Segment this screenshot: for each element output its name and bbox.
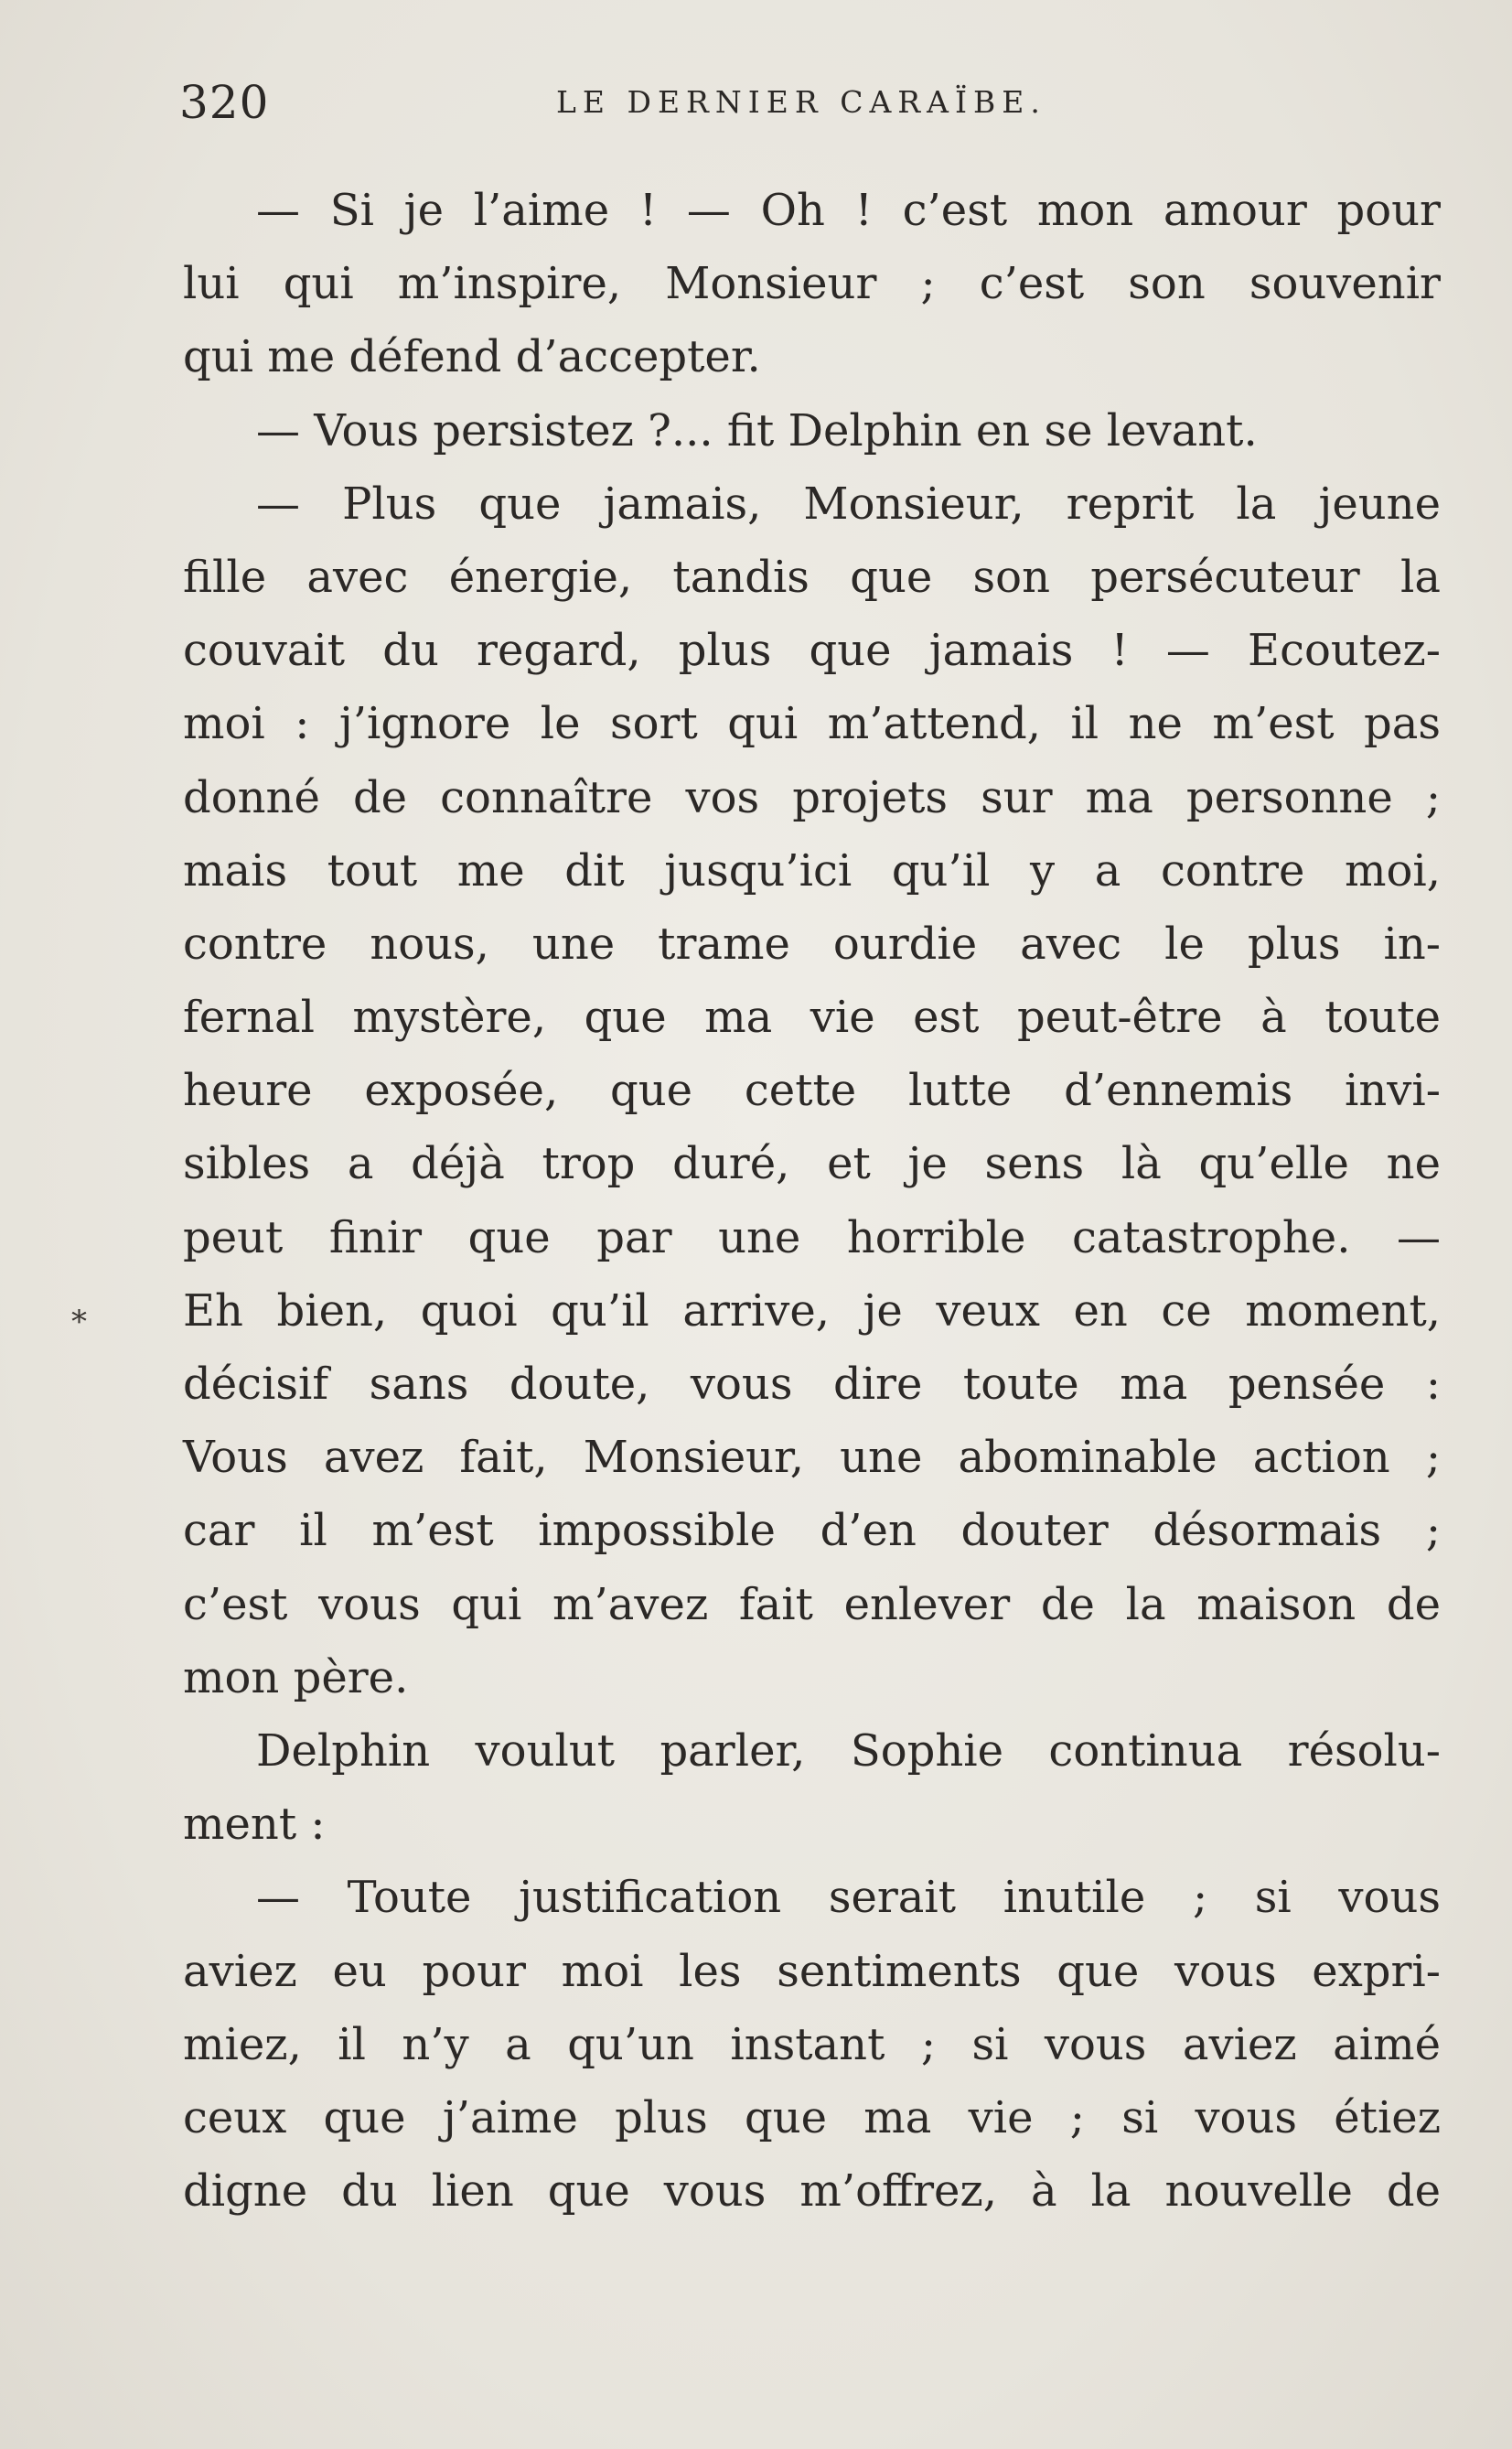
text-line: Delphin voulut parler, Sophie continua résolu- [256,1724,1441,1777]
text-line: qui me défend d’accepter. [183,331,761,383]
text-line: fille avec énergie, tandis que son persécuteur la [183,551,1441,603]
text-line: décisif sans doute, vous dire toute ma pensée : [183,1359,1441,1410]
text-line: digne du lien que vous m’offrez, à la nouvelle de [183,2165,1441,2218]
text-line: lui qui m’inspire, Monsieur ; c’est son souvenir [183,258,1441,310]
text-line: couvait du regard, plus que jamais ! — Ecoutez- [183,625,1441,677]
text-line: Eh bien, quoi qu’il arrive, je veux en ce moment, [183,1284,1441,1337]
text-line: mon père. [183,1651,409,1703]
text-line: — Si je l’aime ! — Oh ! c’est mon amour pour [256,185,1441,236]
text-line: c’est vous qui m’avez fait enlever de la maison de [183,1578,1441,1630]
text-line: aviez eu pour moi les sentiments que vous expri- [183,1945,1441,1997]
text-line: peut finir que par une horrible catastrophe. — [183,1211,1441,1263]
text-line: miez, il n’y a qu’un instant ; si vous aviez aimé [183,2018,1441,2070]
text-line: — Plus que jamais, Monsieur, reprit la jeune [256,478,1441,530]
text-line: heure exposée, que cette lutte d’ennemis invi- [183,1065,1441,1117]
text-line: moi : j’ignore le sort qui m’attend, il ne m’est pas [183,698,1441,750]
text-line: fernal mystère, que ma vie est peut-être à toute [183,992,1441,1044]
text-line: donné de connaître vos projets sur ma personne ; [183,771,1441,823]
margin-mark: * [71,1304,87,1340]
text-line: contre nous, une trame ourdie avec le plus in- [183,918,1441,970]
body-text [183,174,1441,2228]
text-line: — Vous persistez ?... fit Delphin en se levant. [256,404,1258,457]
text-line: ceux que j’aime plus que ma vie ; si vous étiez [183,2091,1441,2143]
text-line: sibles a déjà trop duré, et je sens là qu’elle ne [183,1138,1441,1190]
page-header [179,75,1442,130]
text-line: ment : [183,1799,326,1851]
text-line: — Toute justification serait inutile ; si vous [256,1872,1441,1924]
text-line: Vous avez fait, Monsieur, une abominable action ; [183,1432,1441,1484]
text-line: mais tout me dit jusqu’ici qu’il y a contre moi, [183,844,1441,897]
running-title: LE DERNIER CARAÏBE. [556,84,1046,120]
page-number: 320 [179,76,270,129]
text-line: car il m’est impossible d’en douter désormais ; [183,1505,1441,1557]
